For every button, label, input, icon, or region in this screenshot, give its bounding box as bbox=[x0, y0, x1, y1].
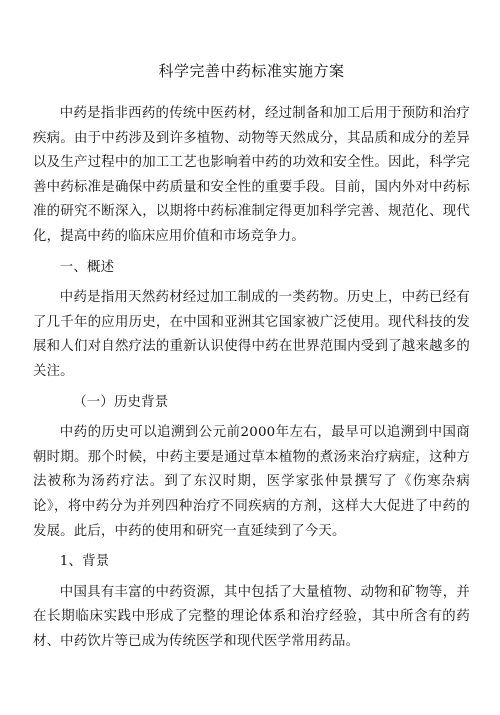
subsection-heading-history: （一）历史背景 bbox=[73, 394, 169, 410]
item-heading-background: 1、背景 bbox=[59, 554, 110, 570]
intro-paragraph: 中药是指非西药的传统中医药材，经过制备和加工后用于预防和治疗疾病。由于中药涉及到许多植物、动物等天然成分，其品质和成分的差异以及生产过程中的加工工艺也影响着中药的功效和安全性。因此，科学完善中药标准是确保中药质量和安全性的重要手段。目前，国内外对中药标准的研究不断深入，以期将中药标准制定得更加科学完善、规范化、现代化，提高中药的临床应用价值和市场竞争力。 bbox=[33, 106, 470, 244]
history-paragraph: 中药的历史可以追溯到公元前2000年左右，最早可以追溯到中国商朝时期。那个时候，中药主要是通过草本植物的煮汤来治疗病症，这种方法被称为汤药疗法。到了东汉时期，医学家张仲景撰写了《伤寒杂病论》，将中药分为并列四种治疗不同疾病的方剂，这样大大促进了中药的发展。此后，中药的使用和研究一直延续到了今天。 bbox=[33, 425, 470, 539]
background-paragraph: 中国具有丰富的中药资源，其中包括了大量植物、动物和矿物等，并在长期临床实践中形成了完整的理论体系和治疗经验，其中所含有的药材、中药饮片等已成为传统医学和现代医学常用药品。 bbox=[33, 584, 470, 649]
document-title: 科学完善中药标准实施方案 bbox=[158, 62, 345, 80]
section-heading-overview: 一、概述 bbox=[59, 259, 115, 275]
overview-paragraph: 中药是指用天然药材经过加工制成的一类药物。历史上，中药已经有了几千年的应用历史，在中国和亚洲其它国家被广泛使用。现代科技的发展和人们对自然疗法的重新认识使得中药在世界范围内受到了越来越多的关注。 bbox=[33, 290, 470, 379]
